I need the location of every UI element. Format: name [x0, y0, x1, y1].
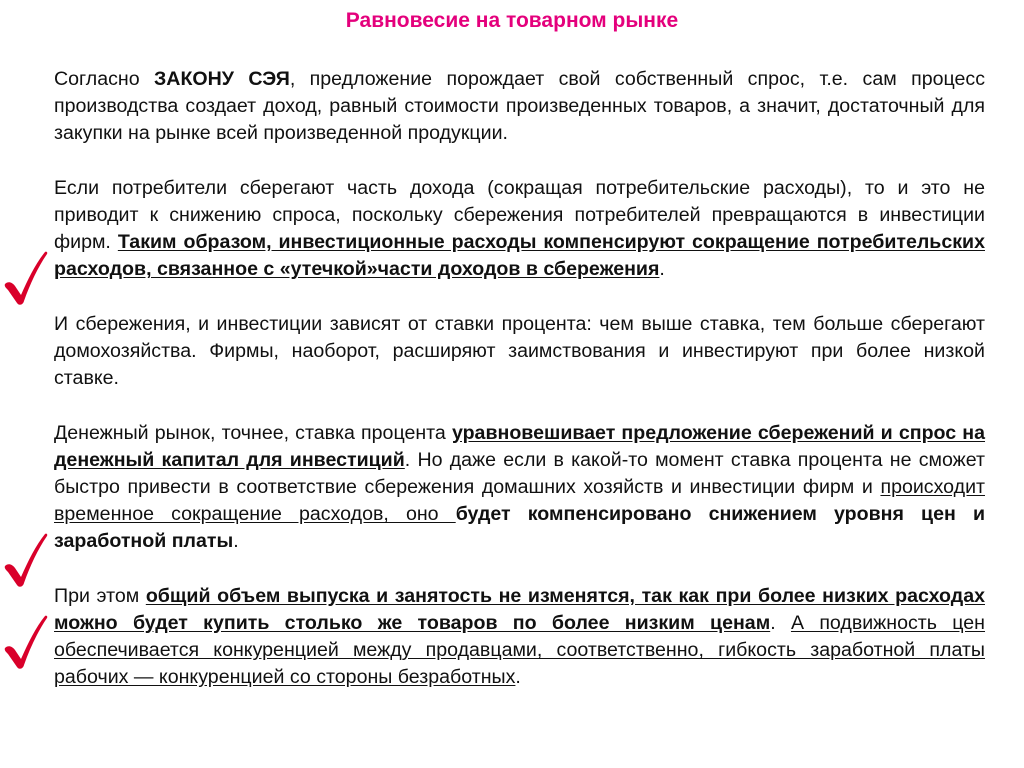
say-law-term: ЗАКОНУ СЭЯ	[154, 68, 290, 90]
page-title: Равновесие на товарном рынке	[345, 9, 679, 32]
text-segment: .	[515, 666, 521, 689]
text-segment: При этом	[54, 584, 146, 607]
emphasis-text: уравновешивает предложение сбережений и спрос на денежный капитал для инвестиций	[54, 421, 986, 471]
emphasis-text: общий объем выпуска и занятость не изменятся, так как при более низких расходах можно будет купить столько же товаров по более низким ценам	[54, 584, 985, 634]
text-segment: , предложение порождает свой собственный спрос, т.е. сам процесс производства создает доход, равный стоимости произведенных товаров, а значит, достаточный для закупки на рынке всей произведенной продукции.	[54, 68, 985, 145]
text-segment: . Но даже если в какой-то момент ставка процента не сможет быстро привести в соответствие сбережения домашних хозяйств и инвестиции фирм и	[54, 448, 985, 498]
emphasis-text: Таким образом, инвестиционные расходы компенсируют сокращение потребительских расходов, связанное с «утечкой»части доходов в сбережения	[54, 231, 985, 281]
text-segment: Если потребители сберегают часть дохода (сокращая потребительские расходы), то и это не приводит к снижению спроса, поскольку сбережения потребителей превращаются в инвестиции фирм.	[54, 176, 985, 254]
bold-text: будет компенсировано снижением уровня цен и заработной платы	[54, 503, 985, 553]
text-segment: .	[233, 530, 239, 553]
paragraph-savings	[54, 175, 985, 284]
text-body	[54, 66, 985, 692]
text-segment: .	[659, 258, 665, 281]
paragraph-interest-rate	[54, 311, 985, 393]
underlined-text: А подвижность цен обеспечивается конкуренцией между продавцами, соответственно, гибкость заработной платы рабочих — конкуренцией со стороны безработных	[54, 612, 986, 689]
paragraph-output	[54, 583, 985, 692]
paragraph-say-law	[54, 66, 985, 148]
text-segment: Согласно	[54, 68, 155, 90]
checkmark-icon	[2, 612, 48, 672]
text-segment: Денежный рынок, точнее, ставка процента	[54, 421, 452, 444]
underlined-text: происходит временное сокращение расходов, оно	[54, 476, 985, 526]
paragraph-money-market	[54, 420, 985, 556]
text-segment: .	[770, 612, 791, 634]
checkmark-icon	[2, 248, 48, 308]
checkmark-icon	[2, 530, 48, 590]
text-segment: И сбережения, и инвестиции зависят от ставки процента: чем выше ставка, тем больше сберегают домохозяйства. Фирмы, наоборот, расширяют заимствования и инвестируют при более низкой ставке.	[54, 312, 985, 390]
